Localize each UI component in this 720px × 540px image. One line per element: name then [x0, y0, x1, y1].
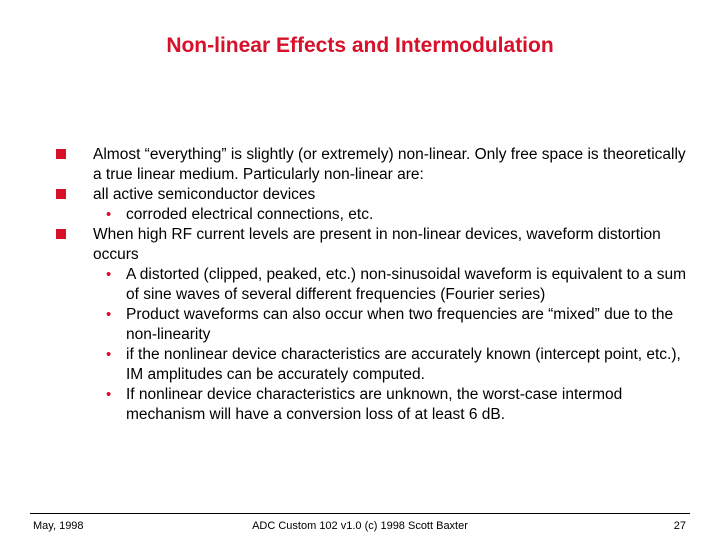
sub-list-item — [52, 265, 692, 305]
list-item-text: If nonlinear device characteristics are unknown, the worst-case intermod mechanism will have a conversion loss of at least 6 dB. — [126, 386, 623, 423]
list-item — [52, 185, 692, 205]
dot-bullet-icon: • — [106, 386, 112, 403]
list-item-text: corroded electrical connections, etc. — [126, 206, 374, 223]
slide-title: Non-linear Effects and Intermodulation — [166, 34, 554, 57]
list-item-text: if the nonlinear device characteristics are accurately known (intercept point, etc.), IM amplitudes can be accurately computed. — [126, 346, 681, 383]
list-item-text: A distorted (clipped, peaked, etc.) non-sinusoidal waveform is equivalent to a sum of sine waves of several different frequencies (Fourier series) — [126, 266, 687, 303]
square-bullet-icon — [56, 149, 66, 159]
sub-list-item — [52, 205, 692, 225]
footer-divider — [30, 513, 690, 514]
list-item-text: Product waveforms can also occur when two frequencies are “mixed” due to the non-linearity — [126, 306, 674, 343]
dot-bullet-icon: • — [106, 206, 112, 223]
list-item — [52, 225, 692, 265]
dot-bullet-icon: • — [106, 266, 112, 283]
bullet-list — [52, 145, 692, 425]
sub-list-item — [52, 385, 692, 425]
sub-list-item — [52, 345, 692, 385]
list-item-text: When high RF current levels are present in non-linear devices, waveform distortion occurs — [93, 226, 661, 263]
page-number: 27 — [673, 520, 686, 532]
footer-date: May, 1998 — [33, 520, 84, 532]
list-item-text: all active semiconductor devices — [93, 186, 316, 203]
sub-list-item — [52, 305, 692, 345]
dot-bullet-icon: • — [106, 346, 112, 363]
footer-course: ADC Custom 102 v1.0 (c) 1998 Scott Baxter — [252, 520, 468, 532]
dot-bullet-icon: • — [106, 306, 112, 323]
square-bullet-icon — [56, 229, 66, 239]
square-bullet-icon — [56, 189, 66, 199]
list-item — [52, 145, 692, 185]
list-item-text: Almost “everything” is slightly (or extremely) non-linear. Only free space is theoretically a true linear medium. Particularly non-linear are: — [93, 146, 686, 183]
